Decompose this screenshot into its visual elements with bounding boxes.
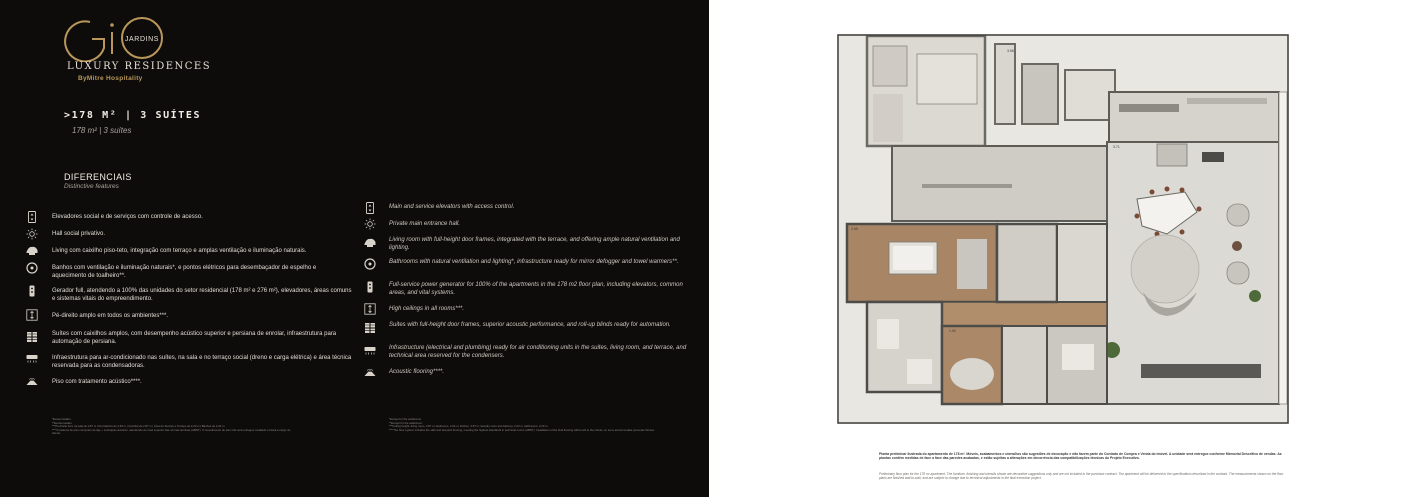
ceiling-height-icon: [26, 309, 38, 321]
brand-name: LUXURY RESIDENCES: [67, 61, 212, 72]
terrace-icon: [364, 236, 376, 248]
feature-pt-2: Hall social privativo.: [52, 231, 106, 237]
window-blinds-icon: [26, 331, 38, 343]
feature-pt-4: Banhos com ventilação e iluminação naturais*, e pontos elétricos para desembaçador de espelho e aquecimento de toalheiro**.: [52, 265, 317, 279]
elevator-icon: [26, 211, 38, 223]
logo-badge: JARDINS: [124, 36, 160, 43]
feature-pt-1: Elevadores social e de serviços com controle de acesso.: [52, 214, 203, 220]
feature-pt-3: Living com caixilho piso-teto, integração com terraço e amplas ventilação e iluminação naturais.: [52, 248, 307, 254]
feature-pt-5: Gerador full, atendendo a 100% das unidades do setor residencial (178 m² e 276 m²), elevadores, áreas comuns e sistemas vitais do empreendimento.: [52, 288, 352, 302]
feature-pt-6: Pé-direito amplo em todos os ambientes***.: [52, 313, 169, 319]
feature-en-2: Private main entrance hall.: [389, 221, 461, 227]
hall-light-icon: [364, 218, 376, 230]
air-conditioning-icon: [364, 344, 376, 356]
power-generator-icon: [364, 281, 376, 293]
dimension-label-1: 3.96: [1007, 49, 1014, 53]
acoustic-floor-icon: [364, 366, 376, 378]
hall-light-icon: [26, 228, 38, 240]
acoustic-floor-icon: [26, 375, 38, 387]
unit-headline: >178 M² | 3 SUÍTES: [64, 110, 202, 121]
elevator-icon: [364, 202, 376, 214]
floor-plan-panel: [709, 0, 1417, 497]
feature-en-4: Bathrooms with natural ventilation and lighting*, infrastructure ready for mirror defogger and towel warmers**.: [389, 259, 679, 265]
footnotes-pt: *Exceto lavabo. **Exceto lavabo. ***Pé-direito livre na sala de 2,87 m | Dormitórios de 2,64 m | Cozinha de 2,87 m | Área de Serviço e Terraço de 2,20 m | Banhos de 2,20 m. ****O sistema de piso composto de laje + contrapiso acústico, atendendo ao nível superior das normas técnicas (ABNT). O revestimento do piso não será entregue instalado e ficará a cargo do cliente.: [52, 417, 291, 436]
feature-en-8: Infrastructure (electrical and plumbing) ready for air conditioning units in the suites, living room, and terrace, and technical area reserved for the condensers.: [389, 345, 687, 359]
bathroom-ventilation-icon: [26, 262, 38, 274]
floor-plan-drawing: [837, 34, 1289, 424]
brand-logo: [60, 14, 212, 100]
feature-en-6: High ceilings in all rooms***.: [389, 306, 465, 312]
plan-caption-pt: Planta preliminar ilustrada do apartamento de 178 m². Móveis, acabamentos e utensílios são sugestões de decoração e não fazem parte do Contrato de Compra e Venda do imóvel. A unidade será entregue conforme Memorial Descritivo de vendas. As plantas contêm medidas de face a face das paredes acabadas, e estão sujeitas a alterações em decorrência das compatibilizações técnicas do Projeto Executivo.: [879, 452, 1282, 461]
ceiling-height-icon: [364, 303, 376, 315]
feature-en-5: Full-service power generator for 100% of the apartments in the 178 m2 floor plan, including elevators, common areas, and vital systems.: [389, 282, 683, 296]
bathroom-ventilation-icon: [364, 258, 376, 270]
brand-subtitle: ByMitre Hospitality: [78, 75, 143, 82]
section-title: DIFERENCIAIS: [64, 172, 132, 182]
power-generator-icon: [26, 285, 38, 297]
feature-pt-9: Piso com tratamento acústico****.: [52, 379, 142, 385]
terrace-icon: [26, 244, 38, 256]
feature-en-1: Main and service elevators with access control.: [389, 204, 515, 210]
dimension-label-3: 2.65: [851, 227, 858, 231]
feature-en-9: Acoustic flooring****.: [389, 369, 445, 375]
unit-headline-en: 178 m² | 3 suítes: [72, 126, 132, 135]
feature-pt-8: Infraestrutura para ar-condicionado nas suítes, na sala e no terraço social (dreno e carga elétrica) e área técnica reservada para as condensadoras.: [52, 355, 352, 369]
air-conditioning-icon: [26, 352, 38, 364]
window-blinds-icon: [364, 322, 376, 334]
section-subtitle: Distinctive features: [64, 183, 119, 190]
plan-caption-en: Preliminary floor plan for the 178 m² apartment. The furniture, finishing and utensils shown are decorative suggestions only and are not included in the purchase contract. The apartment will be delivered to the specifications described in the contract. The measurements shown on the floor plans are finished wall-to-wall, and are subject to change due to technical adjustments in the final execution project.: [879, 472, 1284, 480]
dimension-label-2: 3.71: [1113, 145, 1120, 149]
dimension-label-4: 1.92: [949, 329, 956, 333]
feature-en-3: Living room with full-height door frames, integrated with the terrace, and offering ample natural ventilation and lighting.: [389, 237, 680, 251]
feature-pt-7: Suítes com caixilhos amplos, com desempenho acústico superior e persiana de enrolar, infraestrutura para automação de persiana.: [52, 331, 337, 345]
feature-en-7: Suites with full-height door frames, superior acoustic performance, and roll-up blinds ready for automation.: [389, 322, 671, 328]
floor-plan: [837, 34, 1289, 424]
gio-monogram-icon: [60, 14, 170, 62]
footnotes-en: *Except for the washroom. **Except for the washroom. ***Ceiling height: living room, 2.87 m; bedrooms, 2.64 m; kitchen, 2.87 m; laundry room and balcony, 2.20 m; bathrooms, 2.20 m. ****The floor system includes the slab and acoustic flooring, meeting the highest standards in technical norms (ABNT). Installation of the final flooring will be left to the clients, so as to accommodate personal choices.: [389, 417, 655, 432]
